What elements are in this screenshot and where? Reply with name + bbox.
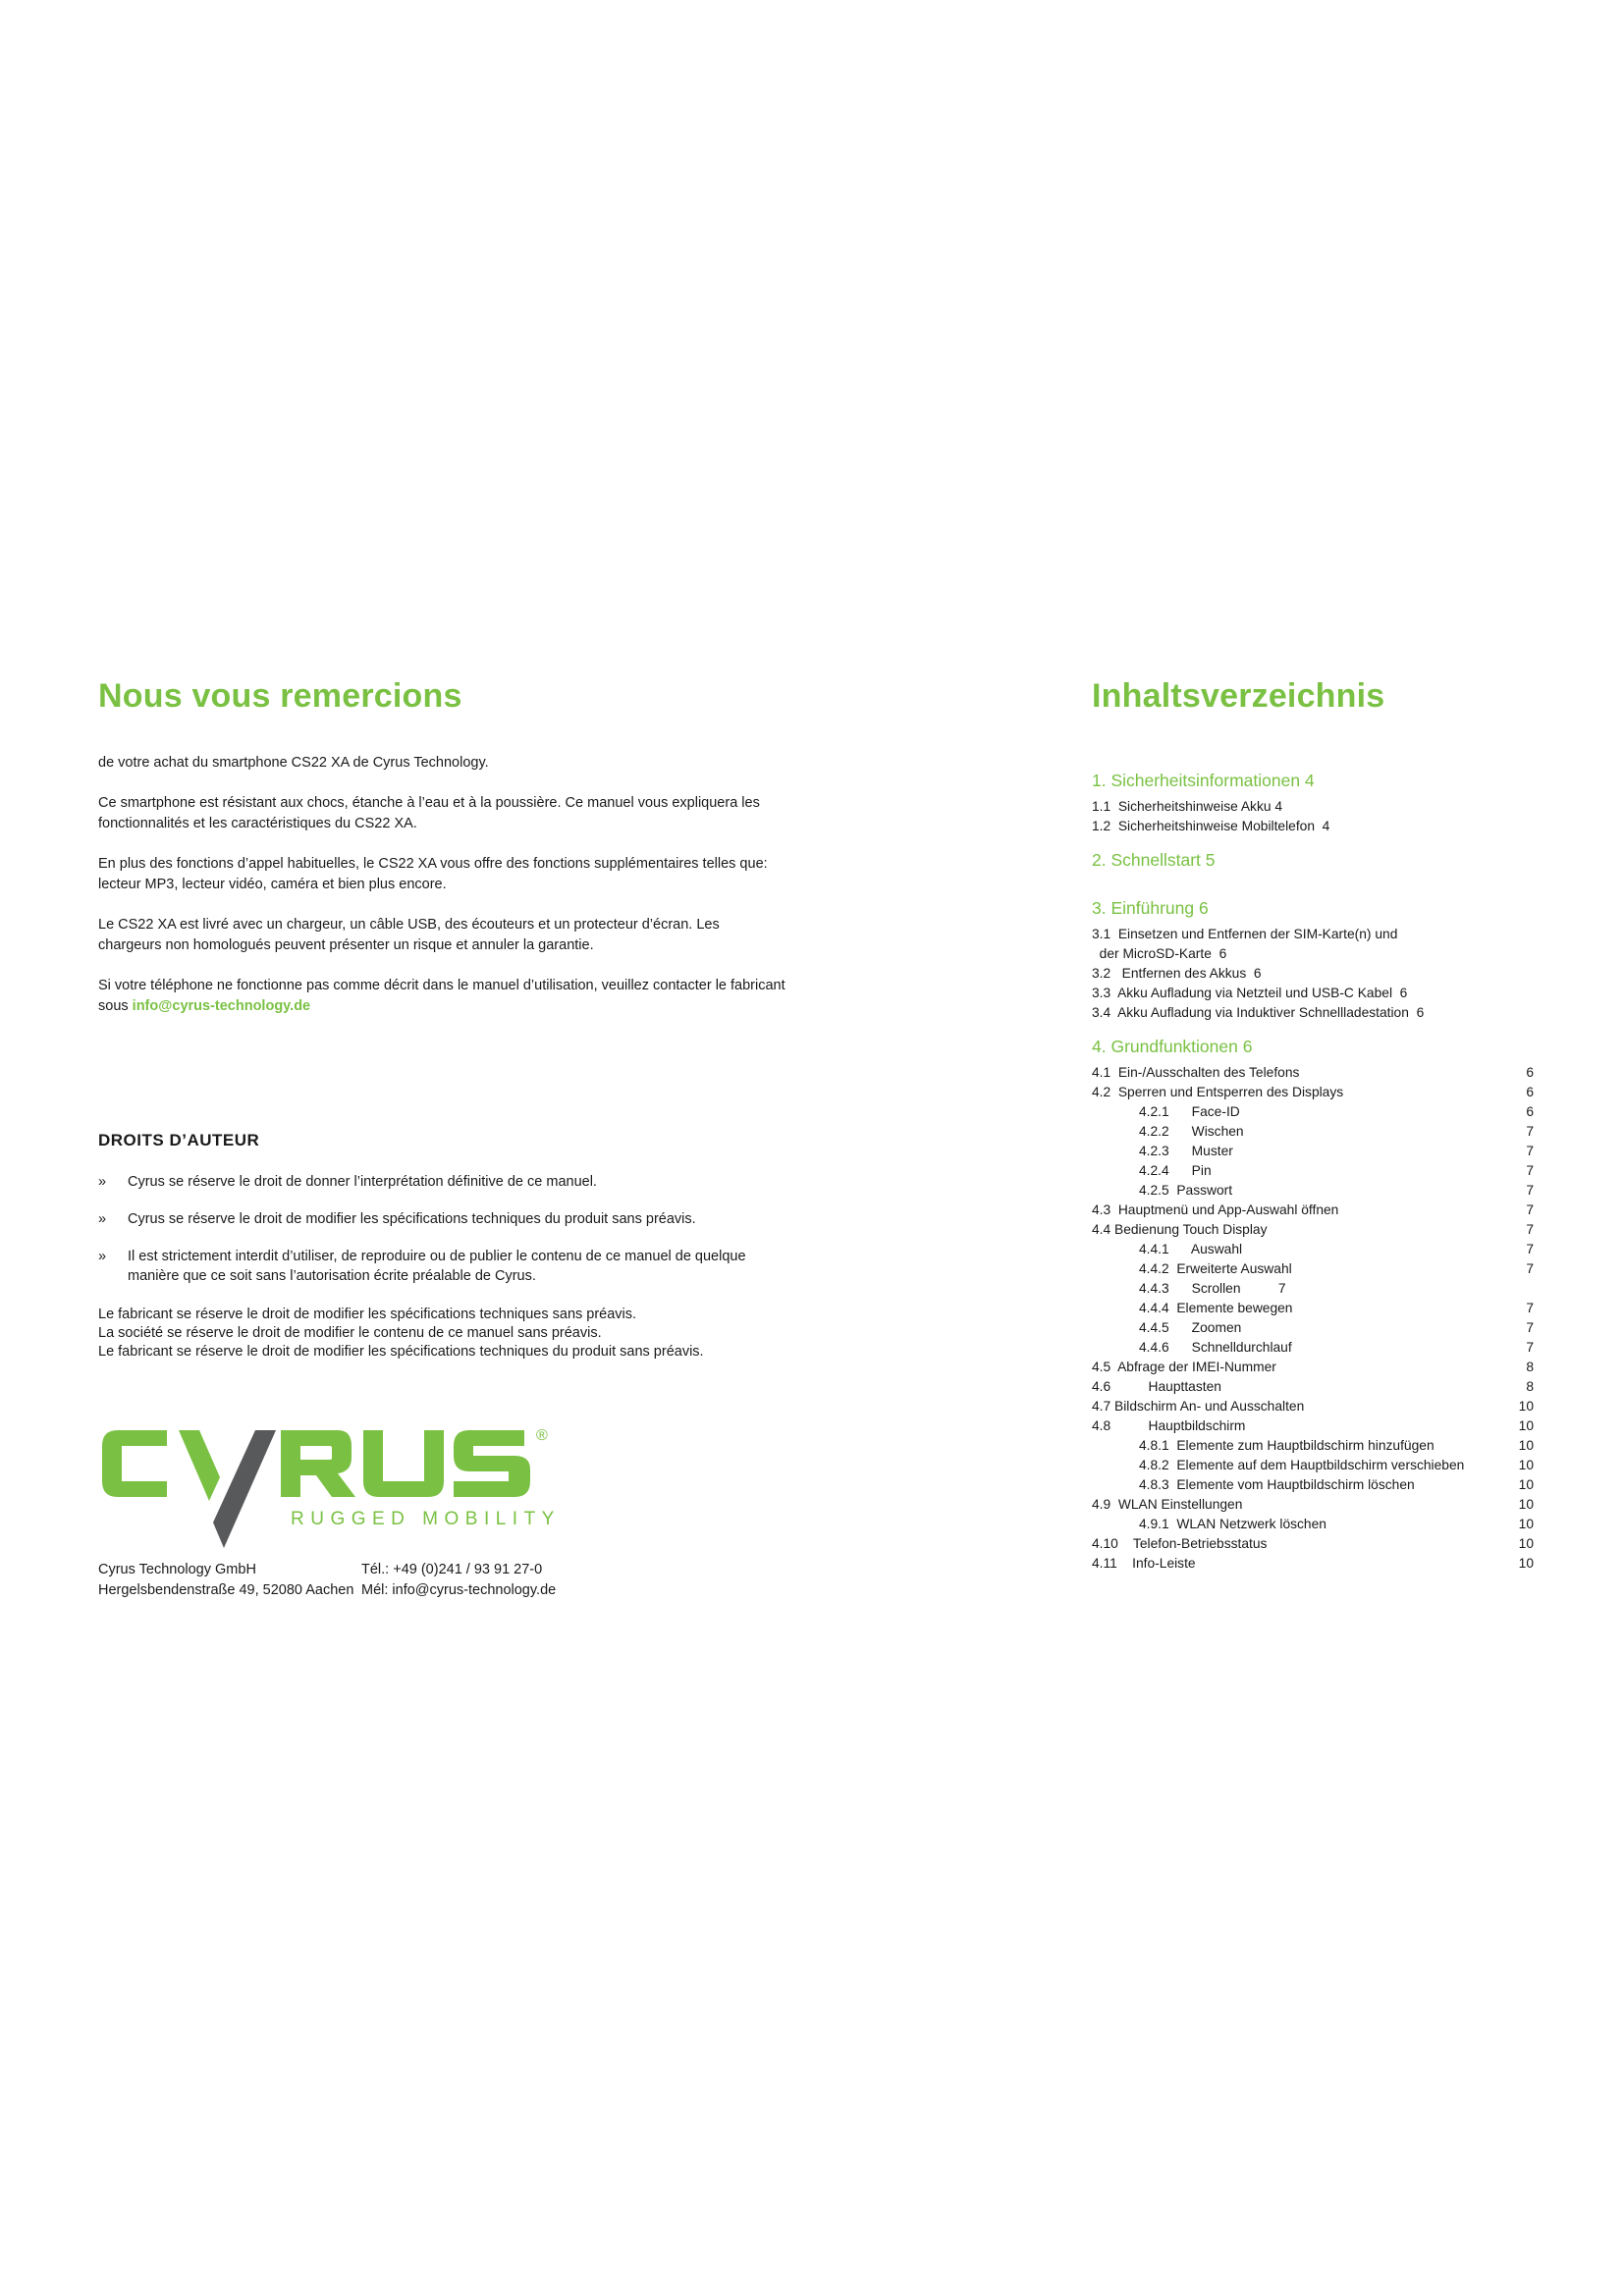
toc-entry-title: 4.2.1 Face-ID <box>1139 1104 1240 1119</box>
toc-entry[interactable] <box>1092 1063 1534 1083</box>
toc-entry-page: 7 <box>1526 1183 1534 1198</box>
toc-entry-title: 4.5 Abfrage der IMEI-Nummer <box>1092 1360 1276 1374</box>
toc-entry-title: 4.2.3 Muster <box>1139 1144 1233 1158</box>
table-of-contents <box>1092 677 1534 1574</box>
toc-entry-page: 10 <box>1518 1418 1534 1433</box>
copyright-bullet <box>98 1247 785 1286</box>
toc-entry-page: 10 <box>1518 1458 1534 1472</box>
toc-entry[interactable] <box>1092 1122 1534 1142</box>
toc-entry-title: 4.4.3 Scrollen 7 <box>1139 1281 1286 1296</box>
toc-entry-title: 4.10 Telefon-Betriebsstatus <box>1092 1536 1268 1551</box>
toc-entry-page: 7 <box>1526 1261 1534 1276</box>
toc-entry-title: 1.2 Sicherheitshinweise Mobiltelefon 4 <box>1092 819 1330 833</box>
toc-entry-page: 6 <box>1526 1085 1534 1099</box>
toc-entry-title: 4.11 Info-Leiste <box>1092 1556 1196 1571</box>
toc-entry-title: 4.4 Bedienung Touch Display <box>1092 1222 1268 1237</box>
toc-entry-title: 4.2.2 Wischen <box>1139 1124 1244 1139</box>
toc-entry-title: der MicroSD-Karte 6 <box>1092 946 1227 961</box>
toc-entry[interactable] <box>1092 1416 1534 1436</box>
toc-entry[interactable] <box>1092 1456 1534 1475</box>
company-phone: Tél.: +49 (0)241 / 93 91 27-0 <box>361 1562 543 1577</box>
toc-entry-title: 4.2.4 Pin <box>1139 1163 1212 1178</box>
toc-entry-page: 7 <box>1526 1163 1534 1178</box>
toc-entry-page: 7 <box>1526 1340 1534 1355</box>
bullet-text: Cyrus se réserve le droit de donner l’interprétation définitive de ce manuel. <box>128 1174 597 1190</box>
contact-email-link[interactable]: info@cyrus-technology.de <box>132 998 311 1014</box>
toc-entry[interactable] <box>1092 1534 1534 1554</box>
toc-entry[interactable] <box>1092 1299 1534 1318</box>
toc-entry[interactable] <box>1092 1338 1534 1358</box>
cyrus-logo <box>98 1418 560 1556</box>
paragraph-2: En plus des fonctions d’appel habituelles, le CS22 XA vous offre des fonctions supplémentaires telles que: lecteur MP3, lecteur vidéo, caméra et bien plus encore. <box>98 856 768 892</box>
toc-entry-page: 7 <box>1526 1222 1534 1237</box>
toc-entry[interactable] <box>1092 1318 1534 1338</box>
toc-section-4-items <box>1092 1063 1534 1574</box>
toc-entry[interactable] <box>1092 925 1534 944</box>
toc-entry-title: 4.2.5 Passwort <box>1139 1183 1233 1198</box>
toc-entry-page: 7 <box>1526 1242 1534 1256</box>
toc-entry[interactable] <box>1092 1083 1534 1102</box>
toc-entry[interactable] <box>1092 1102 1534 1122</box>
toc-entry-title: 4.4.4 Elemente bewegen <box>1139 1301 1293 1315</box>
toc-entry-title: 4.9.1 WLAN Netzwerk löschen <box>1139 1517 1326 1531</box>
toc-entry-page: 10 <box>1518 1477 1534 1492</box>
intro-text: de votre achat du smartphone CS22 XA de Cyrus Technology. <box>98 755 489 771</box>
toc-section-1[interactable]: 1. Sicherheitsinformationen 4 <box>1092 771 1315 790</box>
toc-entry[interactable] <box>1092 1240 1534 1259</box>
toc-entry-title: 1.1 Sicherheitshinweise Akku 4 <box>1092 799 1283 814</box>
toc-entry[interactable] <box>1092 984 1534 1003</box>
toc-entry[interactable] <box>1092 1436 1534 1456</box>
copyright-bullet <box>98 1172 785 1192</box>
toc-section-3[interactable]: 3. Einführung 6 <box>1092 898 1209 918</box>
toc-entry-title: 4.8.1 Elemente zum Hauptbildschirm hinzufügen <box>1139 1438 1435 1453</box>
toc-entry-page: 7 <box>1526 1202 1534 1217</box>
toc-title: Inhaltsverzeichnis <box>1092 677 1385 715</box>
company-name: Cyrus Technology GmbH <box>98 1562 256 1577</box>
toc-entry-title: 3.3 Akku Aufladung via Netzteil und USB-C Kabel 6 <box>1092 986 1408 1000</box>
logo-tagline: RUGGED MOBILITY <box>291 1509 560 1529</box>
toc-entry[interactable] <box>1092 817 1534 836</box>
toc-entry-title: 3.2 Entfernen des Akkus 6 <box>1092 966 1262 981</box>
toc-entry-page: 10 <box>1518 1536 1534 1551</box>
bullet-text: Il est strictement interdit d’utiliser, de reproduire ou de publier le contenu de ce manuel de quelque manière que ce soit sans l’autorisation écrite préalable de Cyrus. <box>128 1249 746 1284</box>
toc-entry-title: 4.8.2 Elemente auf dem Hauptbildschirm verschieben <box>1139 1458 1465 1472</box>
toc-entry-title: 4.2 Sperren und Entsperren des Displays <box>1092 1085 1344 1099</box>
toc-entry-page: 7 <box>1526 1320 1534 1335</box>
cyrus-logo-graphic <box>98 1418 560 1551</box>
toc-entry-title: 4.4.5 Zoomen <box>1139 1320 1242 1335</box>
toc-entry[interactable] <box>1092 1201 1534 1220</box>
toc-entry-page: 7 <box>1526 1301 1534 1315</box>
toc-entry[interactable] <box>1092 1279 1534 1299</box>
toc-entry-page: 8 <box>1526 1379 1534 1394</box>
toc-entry[interactable] <box>1092 1142 1534 1161</box>
toc-entry-title: 4.4.1 Auswahl <box>1139 1242 1243 1256</box>
page-title: Nous vous remercions <box>98 677 462 715</box>
legal-note: Le fabricant se réserve le droit de modifier les spécifications techniques sans préavis. <box>98 1307 637 1322</box>
toc-entry[interactable] <box>1092 1358 1534 1377</box>
copyright-heading: DROITS D’AUTEUR <box>98 1131 260 1149</box>
toc-entry[interactable] <box>1092 797 1534 817</box>
toc-entry[interactable] <box>1092 1495 1534 1515</box>
paragraph-4 <box>98 976 785 1017</box>
toc-entry[interactable] <box>1092 1475 1534 1495</box>
toc-entry-title: 4.8.3 Elemente vom Hauptbildschirm löschen <box>1139 1477 1415 1492</box>
paragraph-4-text: Si votre téléphone ne fonctionne pas comme décrit dans le manuel d’utilisation, veuillez contacter le fabricant sous <box>98 978 785 1014</box>
toc-entry[interactable] <box>1092 1220 1534 1240</box>
company-address: Hergelsbendenstraße 49, 52080 Aachen <box>98 1582 354 1598</box>
toc-section-4[interactable]: 4. Grundfunktionen 6 <box>1092 1037 1253 1056</box>
toc-entry-title: 3.1 Einsetzen und Entfernen der SIM-Karte(n) und <box>1092 927 1398 941</box>
legal-note: La société se réserve le droit de modifier le contenu de ce manuel sans préavis. <box>98 1325 602 1341</box>
toc-entry-title: 4.6 Haupttasten <box>1092 1379 1221 1394</box>
toc-entry-page: 10 <box>1518 1497 1534 1512</box>
toc-entry-page: 10 <box>1518 1438 1534 1453</box>
toc-entry-title: 4.4.2 Erweiterte Auswahl <box>1139 1261 1292 1276</box>
registered-mark: ® <box>536 1427 548 1444</box>
toc-entry-title: 4.9 WLAN Einstellungen <box>1092 1497 1243 1512</box>
bullet-mark: » <box>98 1249 107 1264</box>
toc-entry-page: 6 <box>1526 1065 1534 1080</box>
left-page <box>98 677 785 1601</box>
toc-entry-page: 10 <box>1518 1399 1534 1414</box>
toc-entry-title: 4.4.6 Schnelldurchlauf <box>1139 1340 1292 1355</box>
toc-entry[interactable] <box>1092 1161 1534 1181</box>
copyright-bullet <box>98 1209 785 1229</box>
toc-entry-page: 10 <box>1518 1556 1534 1571</box>
toc-entry-title: 4.8 Hauptbildschirm <box>1092 1418 1246 1433</box>
toc-entry[interactable] <box>1092 944 1534 964</box>
legal-notes <box>98 1306 785 1362</box>
toc-entry-title: 3.4 Akku Aufladung via Induktiver Schnellladestation 6 <box>1092 1005 1425 1020</box>
toc-section-1-items <box>1092 797 1534 836</box>
bullet-text: Cyrus se réserve le droit de modifier les spécifications techniques du produit sans préavis. <box>128 1211 696 1227</box>
toc-entry-title: 4.3 Hauptmenü und App-Auswahl öffnen <box>1092 1202 1339 1217</box>
toc-entry-title: 4.7 Bildschirm An- und Ausschalten <box>1092 1399 1305 1414</box>
toc-entry[interactable] <box>1092 1515 1534 1534</box>
toc-entry[interactable] <box>1092 1003 1534 1023</box>
toc-entry[interactable] <box>1092 1181 1534 1201</box>
toc-section-3-items <box>1092 925 1534 1023</box>
toc-entry-title: 4.1 Ein-/Ausschalten des Telefons <box>1092 1065 1300 1080</box>
toc-entry-page: 10 <box>1518 1517 1534 1531</box>
toc-entry-page: 8 <box>1526 1360 1534 1374</box>
toc-entry[interactable] <box>1092 964 1534 984</box>
toc-section-2[interactable]: 2. Schnellstart 5 <box>1092 850 1216 870</box>
bullet-mark: » <box>98 1211 107 1227</box>
toc-entry[interactable] <box>1092 1377 1534 1397</box>
paragraph-1: Ce smartphone est résistant aux chocs, étanche à l’eau et à la poussière. Ce manuel vous expliquera les fonctionnalités et les caractéristiques du CS22 XA. <box>98 795 760 831</box>
paragraph-3: Le CS22 XA est livré avec un chargeur, un câble USB, des écouteurs et un protecteur d’écran. Les chargeurs non homologués peuvent présenter un risque et annuler la garantie. <box>98 917 720 953</box>
toc-entry[interactable] <box>1092 1259 1534 1279</box>
toc-entry-page: 7 <box>1526 1124 1534 1139</box>
legal-note: Le fabricant se réserve le droit de modifier les spécifications techniques du produit sans préavis. <box>98 1344 704 1360</box>
bullet-mark: » <box>98 1174 107 1190</box>
company-info <box>98 1560 785 1601</box>
toc-entry-page: 7 <box>1526 1144 1534 1158</box>
company-mail: Mél: info@cyrus-technology.de <box>361 1582 557 1598</box>
toc-entry[interactable] <box>1092 1397 1534 1416</box>
toc-entry-page: 6 <box>1526 1104 1534 1119</box>
toc-entry[interactable] <box>1092 1554 1534 1574</box>
